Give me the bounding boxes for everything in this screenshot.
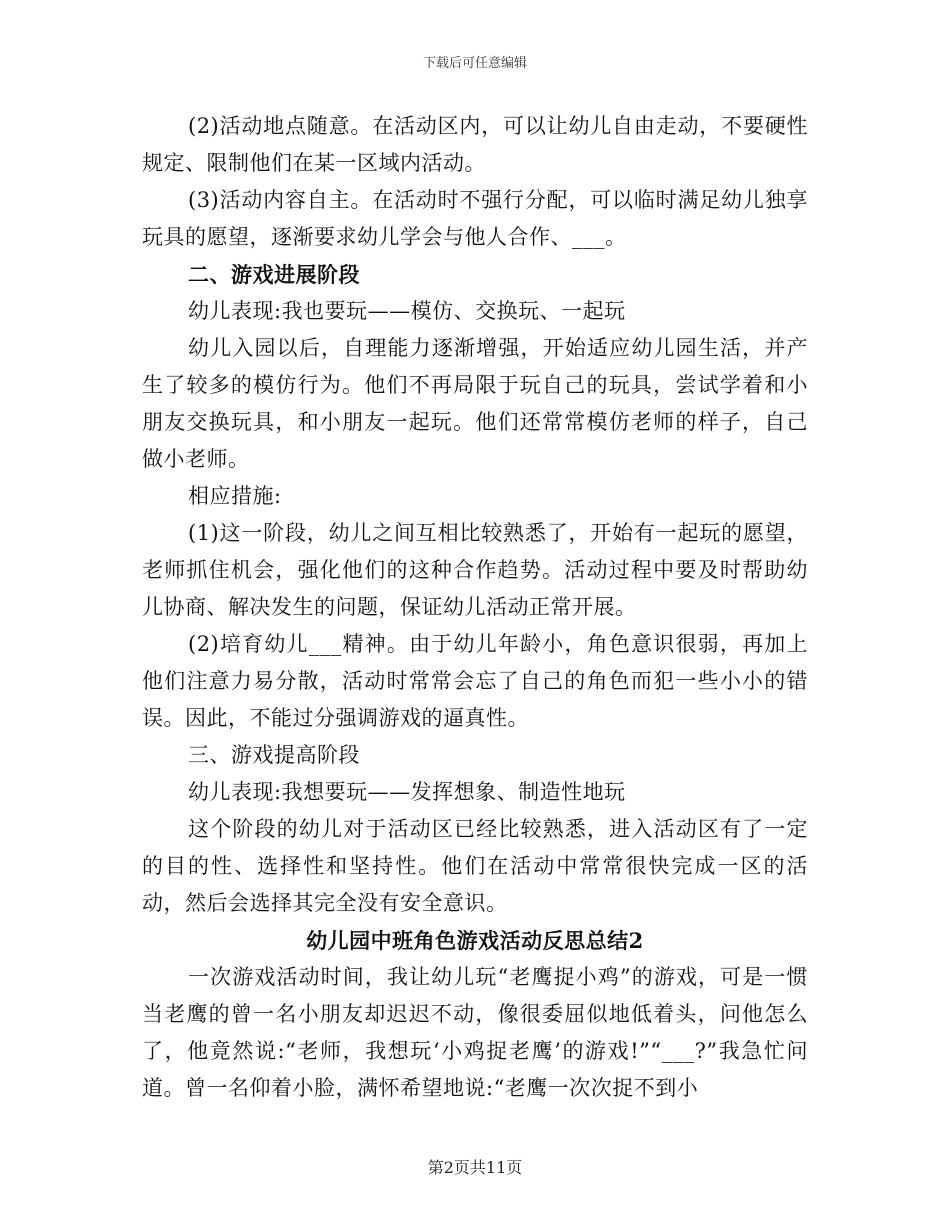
paragraph: 幼儿表现:我想要玩——发挥想象、制造性地玩 bbox=[188, 780, 626, 804]
section-heading: 二、游戏进展阶段 bbox=[188, 262, 360, 287]
document-title: 幼儿园中班角色游戏活动反思总结2 bbox=[306, 928, 644, 953]
paragraph: 一次游戏活动时间，我让幼儿玩“老鹰捉小鸡”的游戏，可是一惯当老鹰的曾一名小朋友却迟迟不动，像很委屈似地低着头，问他怎么了，他竟然说:“老师，我想玩‘小鸡捉老鹰’的游戏!”“___?”我急忙问道。曾一名仰着小脸，满怀希望地说:“老鹰一次次捉不到小 bbox=[142, 965, 808, 1100]
paragraph: (2)活动地点随意。在活动区内，可以让幼儿自由走动，不要硬性规定、限制他们在某一区域内活动。 bbox=[142, 114, 808, 175]
paragraph: 幼儿表现:我也要玩——模仿、交换玩、一起玩 bbox=[188, 299, 626, 323]
paragraph: (1)这一阶段，幼儿之间互相比较熟悉了，开始有一起玩的愿望，老师抓住机会，强化他们的这种合作趋势。活动过程中要及时帮助幼儿协商、解决发生的问题，保证幼儿活动正常开展。 bbox=[142, 521, 808, 619]
paragraph: (3)活动内容自主。在活动时不强行分配，可以临时满足幼儿独享玩具的愿望，逐渐要求幼儿学会与他人合作、___。 bbox=[142, 188, 808, 249]
section-heading: 三、游戏提高阶段 bbox=[188, 743, 360, 767]
paragraph: (2)培育幼儿___精神。由于幼儿年龄小，角色意识很弱，再加上他们注意力易分散，活动时常常会忘了自己的角色而犯一些小小的错误。因此，不能过分强调游戏的逼真性。 bbox=[142, 632, 808, 730]
paragraph: 幼儿入园以后，自理能力逐渐增强，开始适应幼儿园生活，并产生了较多的模仿行为。他们不再局限于玩自己的玩具，尝试学着和小朋友交换玩具，和小朋友一起玩。他们还常常模仿老师的样子，自己做小老师。 bbox=[142, 336, 808, 471]
paragraph: 这个阶段的幼儿对于活动区已经比较熟悉，进入活动区有了一定的目的性、选择性和坚持性。他们在活动中常常很快完成一区的活动，然后会选择其完全没有安全意识。 bbox=[142, 817, 808, 915]
document-body bbox=[142, 108, 808, 1107]
paragraph: 相应措施: bbox=[188, 484, 282, 508]
page-footer: 第2页共11页 bbox=[427, 1158, 523, 1177]
page-header: 下载后可任意编辑 bbox=[422, 56, 527, 71]
